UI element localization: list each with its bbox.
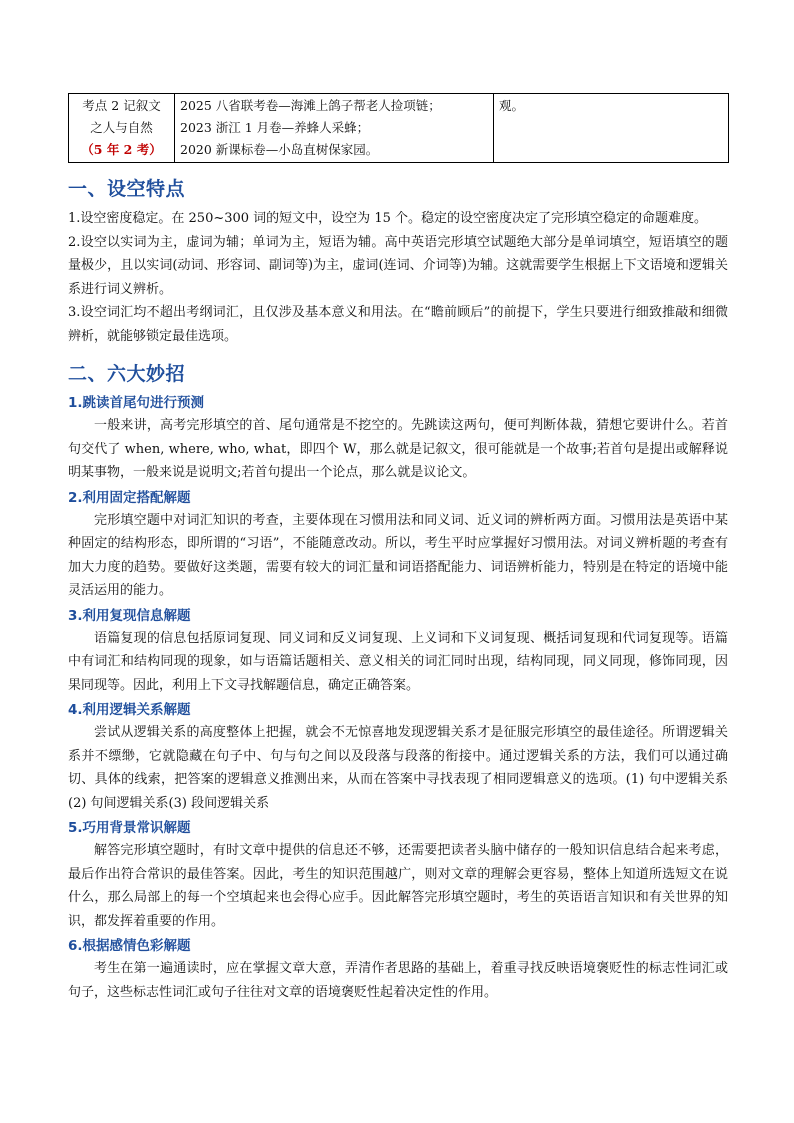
topic-cell bbox=[69, 94, 175, 163]
tip-heading: 2.利用固定搭配解题 bbox=[68, 489, 191, 506]
feature-item: 2.设空以实词为主，虚词为辅；单词为主，短语为辅。高中英语完形填空试题绝大部分是单词填空，短语填空的题量极少，且以实词(动词、形容词、副词等)为主，虚词(连词、介词等)为辅。这就需要学生根据上下文语境和逻辑关系进行词义辨析。 bbox=[68, 234, 728, 297]
exam-item: 2025 八省联考卷—海滩上鸽子帮老人捡项链； bbox=[180, 98, 441, 113]
exam-count: （5 年 2 考） bbox=[81, 142, 162, 157]
exam-topic-table bbox=[68, 93, 729, 163]
exam-item: 2023 浙江 1 月卷—养蜂人采蜂； bbox=[180, 120, 370, 135]
tip-body: 完形填空题中对词汇知识的考查，主要体现在习惯用法和同义词、近义词的辨析两方面。习惯用法是英语中某种固定的结构形态，即所谓的“习语”，不能随意改动。所以，考生平时应掌握好习惯用法。对词义辨析题的考查有加大力度的趋势。要做好这类题，需要有较大的词汇量和词语搭配能力、词语辨析能力，特别是在特定的语境中能灵活运用的能力。 bbox=[68, 512, 728, 598]
tip-heading: 3.利用复现信息解题 bbox=[68, 607, 191, 624]
exam-item: 2020 新课标卷—小岛直树保家园。 bbox=[180, 142, 379, 157]
document-page bbox=[68, 93, 728, 1004]
tip-heading: 1.跳读首尾句进行预测 bbox=[68, 395, 205, 411]
tip-body: 尝试从逻辑关系的高度整体上把握，就会不无惊喜地发现逻辑关系才是征服完形填空的最佳途径。所谓逻辑关系并不缥缈，它就隐藏在句子中、句与句之间以及段落与段落的衔接中。通过逻辑关系的方法，我们可以通过确切、具体的线索，把答案的逻辑意义推测出来，从而在答案中寻找表现了相同逻辑意义的选项。(1) 句中逻辑关系(2) 句间逻辑关系(3) 段间逻辑关系 bbox=[68, 725, 728, 811]
table-row bbox=[69, 94, 729, 163]
feature-item: 3.设空词汇均不超出考纲词汇，且仅涉及基本意义和用法。在“瞻前顾后”的前提下，学生只要进行细致推敲和细微辨析，就能够锁定最佳选项。 bbox=[68, 305, 728, 344]
section-title-features: 一、设空特点 bbox=[68, 178, 186, 200]
tip-body: 语篇复现的信息包括原词复现、同义词和反义词复现、上义词和下义词复现、概括词复现和代词复现等。语篇中有词汇和结构同现的现象，如与语篇话题相关、意义相关的词汇同时出现，结构同现，同义同现，修饰同现，因果同现等。因此，利用上下文寻找解题信息，确定正确答案。 bbox=[68, 630, 728, 693]
tip-heading: 6.根据感情色彩解题 bbox=[68, 938, 191, 954]
tip-heading: 5.巧用背景常识解题 bbox=[68, 820, 191, 836]
exam-list-cell bbox=[175, 94, 494, 163]
topic-line-1: 考点 2 记叙文 bbox=[82, 98, 161, 113]
topic-line-2: 之人与自然 bbox=[90, 120, 153, 135]
tip-heading: 4.利用逻辑关系解题 bbox=[68, 702, 191, 718]
note-cell: 观。 bbox=[494, 94, 729, 163]
tip-body: 解答完形填空题时，有时文章中提供的信息还不够，还需要把读者头脑中储存的一般知识信息结合起来考虑，最后作出符合常识的最佳答案。因此，考生的知识范围越广，则对文章的理解会更容易，整体上知道所选短文在说什么，那么局部上的每一个空填起来也会得心应手。因此解答完形填空题时，考生的英语语言知识和有关世界的知识，都发挥着重要的作用。 bbox=[68, 843, 728, 929]
tip-body: 一般来讲，高考完形填空的首、尾句通常是不挖空的。先跳读这两句，便可判断体裁，猜想它要讲什么。若首句交代了 when, where, who, what，即四个 W，那么就是记叙文，很可能就是一个故事;若首句是提出或解释说明某事物，一般来说是说明文;若首句提出一个论点，那么就是议论文。 bbox=[68, 418, 728, 480]
feature-item: 1.设空密度稳定。在 250~300 词的短文中，设空为 15 个。稳定的设空密度决定了完形填空稳定的命题难度。 bbox=[68, 211, 707, 226]
section-title-tips: 二、六大妙招 bbox=[68, 363, 186, 385]
tip-body: 考生在第一遍通读时，应在掌握文章大意，弄清作者思路的基础上，着重寻找反映语境褒贬性的标志性词汇或句子，这些标志性词汇或句子往往对文章的语境褒贬性起着决定性的作用。 bbox=[68, 961, 728, 1000]
